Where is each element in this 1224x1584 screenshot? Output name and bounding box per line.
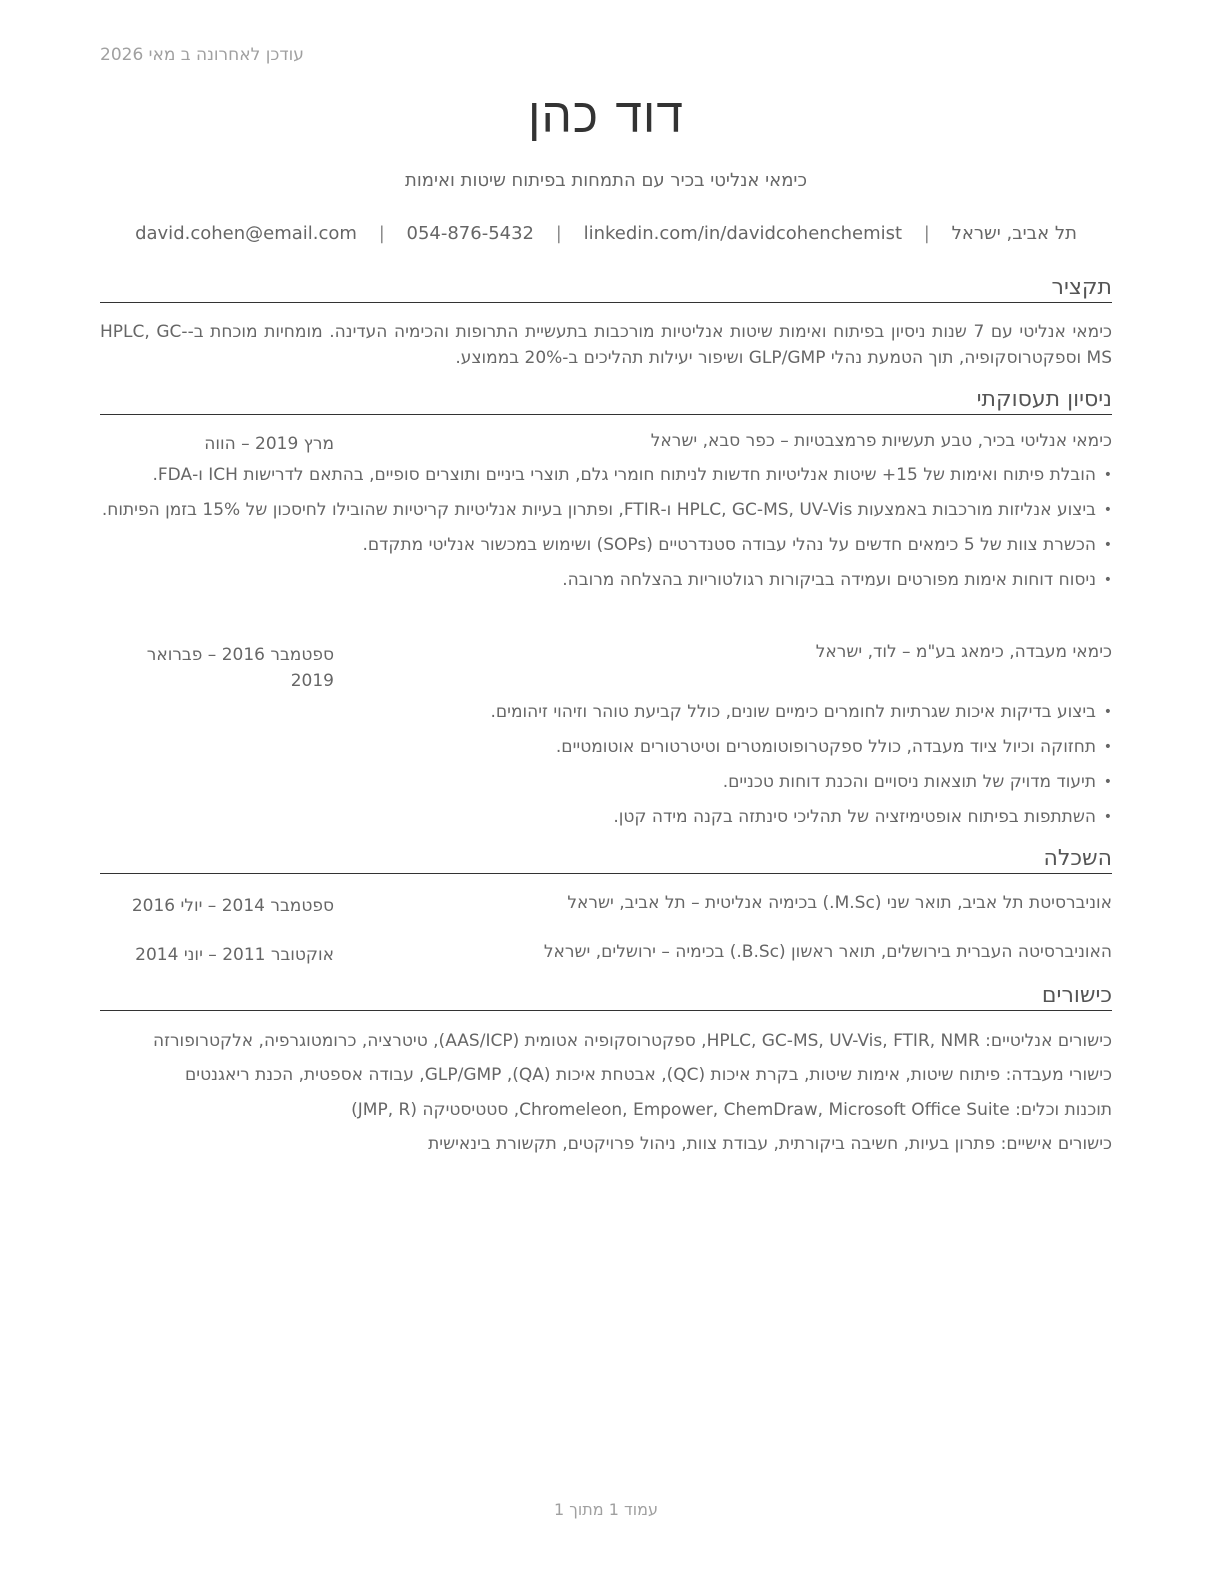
- education-item: [100, 942, 1112, 968]
- education-dates: אוקטובר 2011 – יוני 2014: [135, 945, 334, 965]
- contact-email[interactable]: david.cohen@email.com: [135, 223, 357, 244]
- job-header: [100, 431, 1112, 457]
- job-bullet: • השתתפות בפיתוח אופטימיזציה של תהליכי סינתזה בקנה מידה קטן.: [100, 804, 1112, 830]
- candidate-subtitle: כימאי אנליטי בכיר עם התמחות בפיתוח שיטות ואימות: [405, 170, 807, 191]
- job-title-org: כימאי מעבדה, כימאג בע"מ – לוד, ישראל: [815, 642, 1112, 662]
- job-bullet: • הכשרת צוות של 5 כימאים חדשים על נהלי עבודה סטנדרטיים (SOPs) ושימוש במכשור אנליטי מתקדם.: [100, 532, 1112, 558]
- education-institution: האוניברסיטה העברית בירושלים, תואר ראשון (B.Sc.) בכימיה – ירושלים, ישראל: [543, 942, 1112, 962]
- job-dates: מרץ 2019 – הווה: [204, 434, 334, 454]
- education-item: [100, 893, 1112, 919]
- candidate-name: דוד כהן: [527, 88, 684, 144]
- job-bullets: [100, 462, 1112, 602]
- contact-location: תל אביב, ישראל: [951, 223, 1077, 244]
- section-title-summary: תקציר: [100, 275, 1112, 303]
- contact-separator: |: [378, 223, 385, 244]
- job-bullet: • ביצוע אנליזות מורכבות באמצעות HPLC, GC-MS, UV-Vis ו-FTIR, ופתרון בעיות אנליטיות קריטיות שהובילו לחיסכון של 15% בזמן הפיתוח.: [100, 497, 1112, 523]
- skills-analytical: כישורים אנליטיים: HPLC, GC-MS, UV-Vis, FTIR, NMR, ספקטרוסקופיה אטומית (AAS/ICP), טיטרציה, כרומטוגרפיה, אלקטרופורזה: [152, 1031, 1112, 1051]
- last-updated: עודכן לאחרונה ב מאי 2026: [100, 45, 304, 65]
- page-number: עמוד 1 מתוך 1: [554, 1500, 658, 1519]
- job-bullet: • ביצוע בדיקות איכות שגרתיות לחומרים כימיים שונים, כולל קביעת טוהר וזיהוי זיהומים.: [100, 699, 1112, 725]
- contact-linkedin[interactable]: linkedin.com/in/davidcohenchemist: [583, 223, 903, 244]
- resume-page: [100, 0, 1112, 1584]
- education-institution: אוניברסיטת תל אביב, תואר שני (M.Sc.) בכימיה אנליטית – תל אביב, ישראל: [567, 893, 1112, 913]
- skills-personal: כישורים אישיים: פתרון בעיות, חשיבה ביקורתית, עבודת צוות, ניהול פרויקטים, תקשורת בינאישית: [428, 1134, 1112, 1154]
- section-title-education: השכלה: [100, 846, 1112, 874]
- job-bullet: • תיעוד מדויק של תוצאות ניסויים והכנת דוחות טכניים.: [100, 769, 1112, 795]
- section-title-experience: ניסיון תעסוקתי: [100, 387, 1112, 415]
- job-header: [100, 642, 1112, 691]
- summary-text: כימאי אנליטי עם 7 שנות ניסיון בפיתוח ואימות שיטות אנליטיות מורכבות בתעשיית התרופות והכימיה העדינה. מומחיות מוכחת ב-HPLC, GC-MS וספקטרוסקופיה, תוך הטמעת נהלי GLP/GMP ושיפור יעילות תהליכים ב-20% בממוצע.: [100, 322, 1112, 368]
- education-dates: ספטמבר 2014 – יולי 2016: [131, 896, 334, 916]
- job-bullets: [100, 699, 1112, 839]
- job-dates: ספטמבר 2016 – פברואר 2019: [146, 645, 334, 691]
- job-bullet: • הובלת פיתוח ואימות של 15+ שיטות אנליטיות חדשות לניתוח חומרי גלם, תוצרי ביניים ותוצרים סופיים, בהתאם לדרישות ICH ו-FDA.: [100, 462, 1112, 488]
- section-title-skills: כישורים: [100, 983, 1112, 1011]
- contact-separator: |: [555, 223, 562, 244]
- skills-software: תוכנות וכלים: Chromeleon, Empower, ChemDraw, Microsoft Office Suite, סטטיסטיקה (JMP, R): [351, 1100, 1112, 1120]
- job-bullet: • ניסוח דוחות אימות מפורטים ועמידה בביקורות רגולטוריות בהצלחה מרובה.: [100, 567, 1112, 593]
- job-title-org: כימאי אנליטי בכיר, טבע תעשיות פרמצבטיות – כפר סבא, ישראל: [650, 431, 1112, 451]
- contact-line: [100, 223, 1112, 244]
- contact-phone: 054-876-5432: [406, 223, 535, 244]
- contact-separator: |: [923, 223, 930, 244]
- skills-lab: כישורי מעבדה: פיתוח שיטות, אימות שיטות, בקרת איכות (QC), אבטחת איכות (QA), GLP/GMP, עבודה אספטית, הכנת ריאגנטים: [185, 1065, 1112, 1085]
- job-bullet: • תחזוקה וכיול ציוד מעבדה, כולל ספקטרופוטומטרים וטיטרטורים אוטומטיים.: [100, 734, 1112, 760]
